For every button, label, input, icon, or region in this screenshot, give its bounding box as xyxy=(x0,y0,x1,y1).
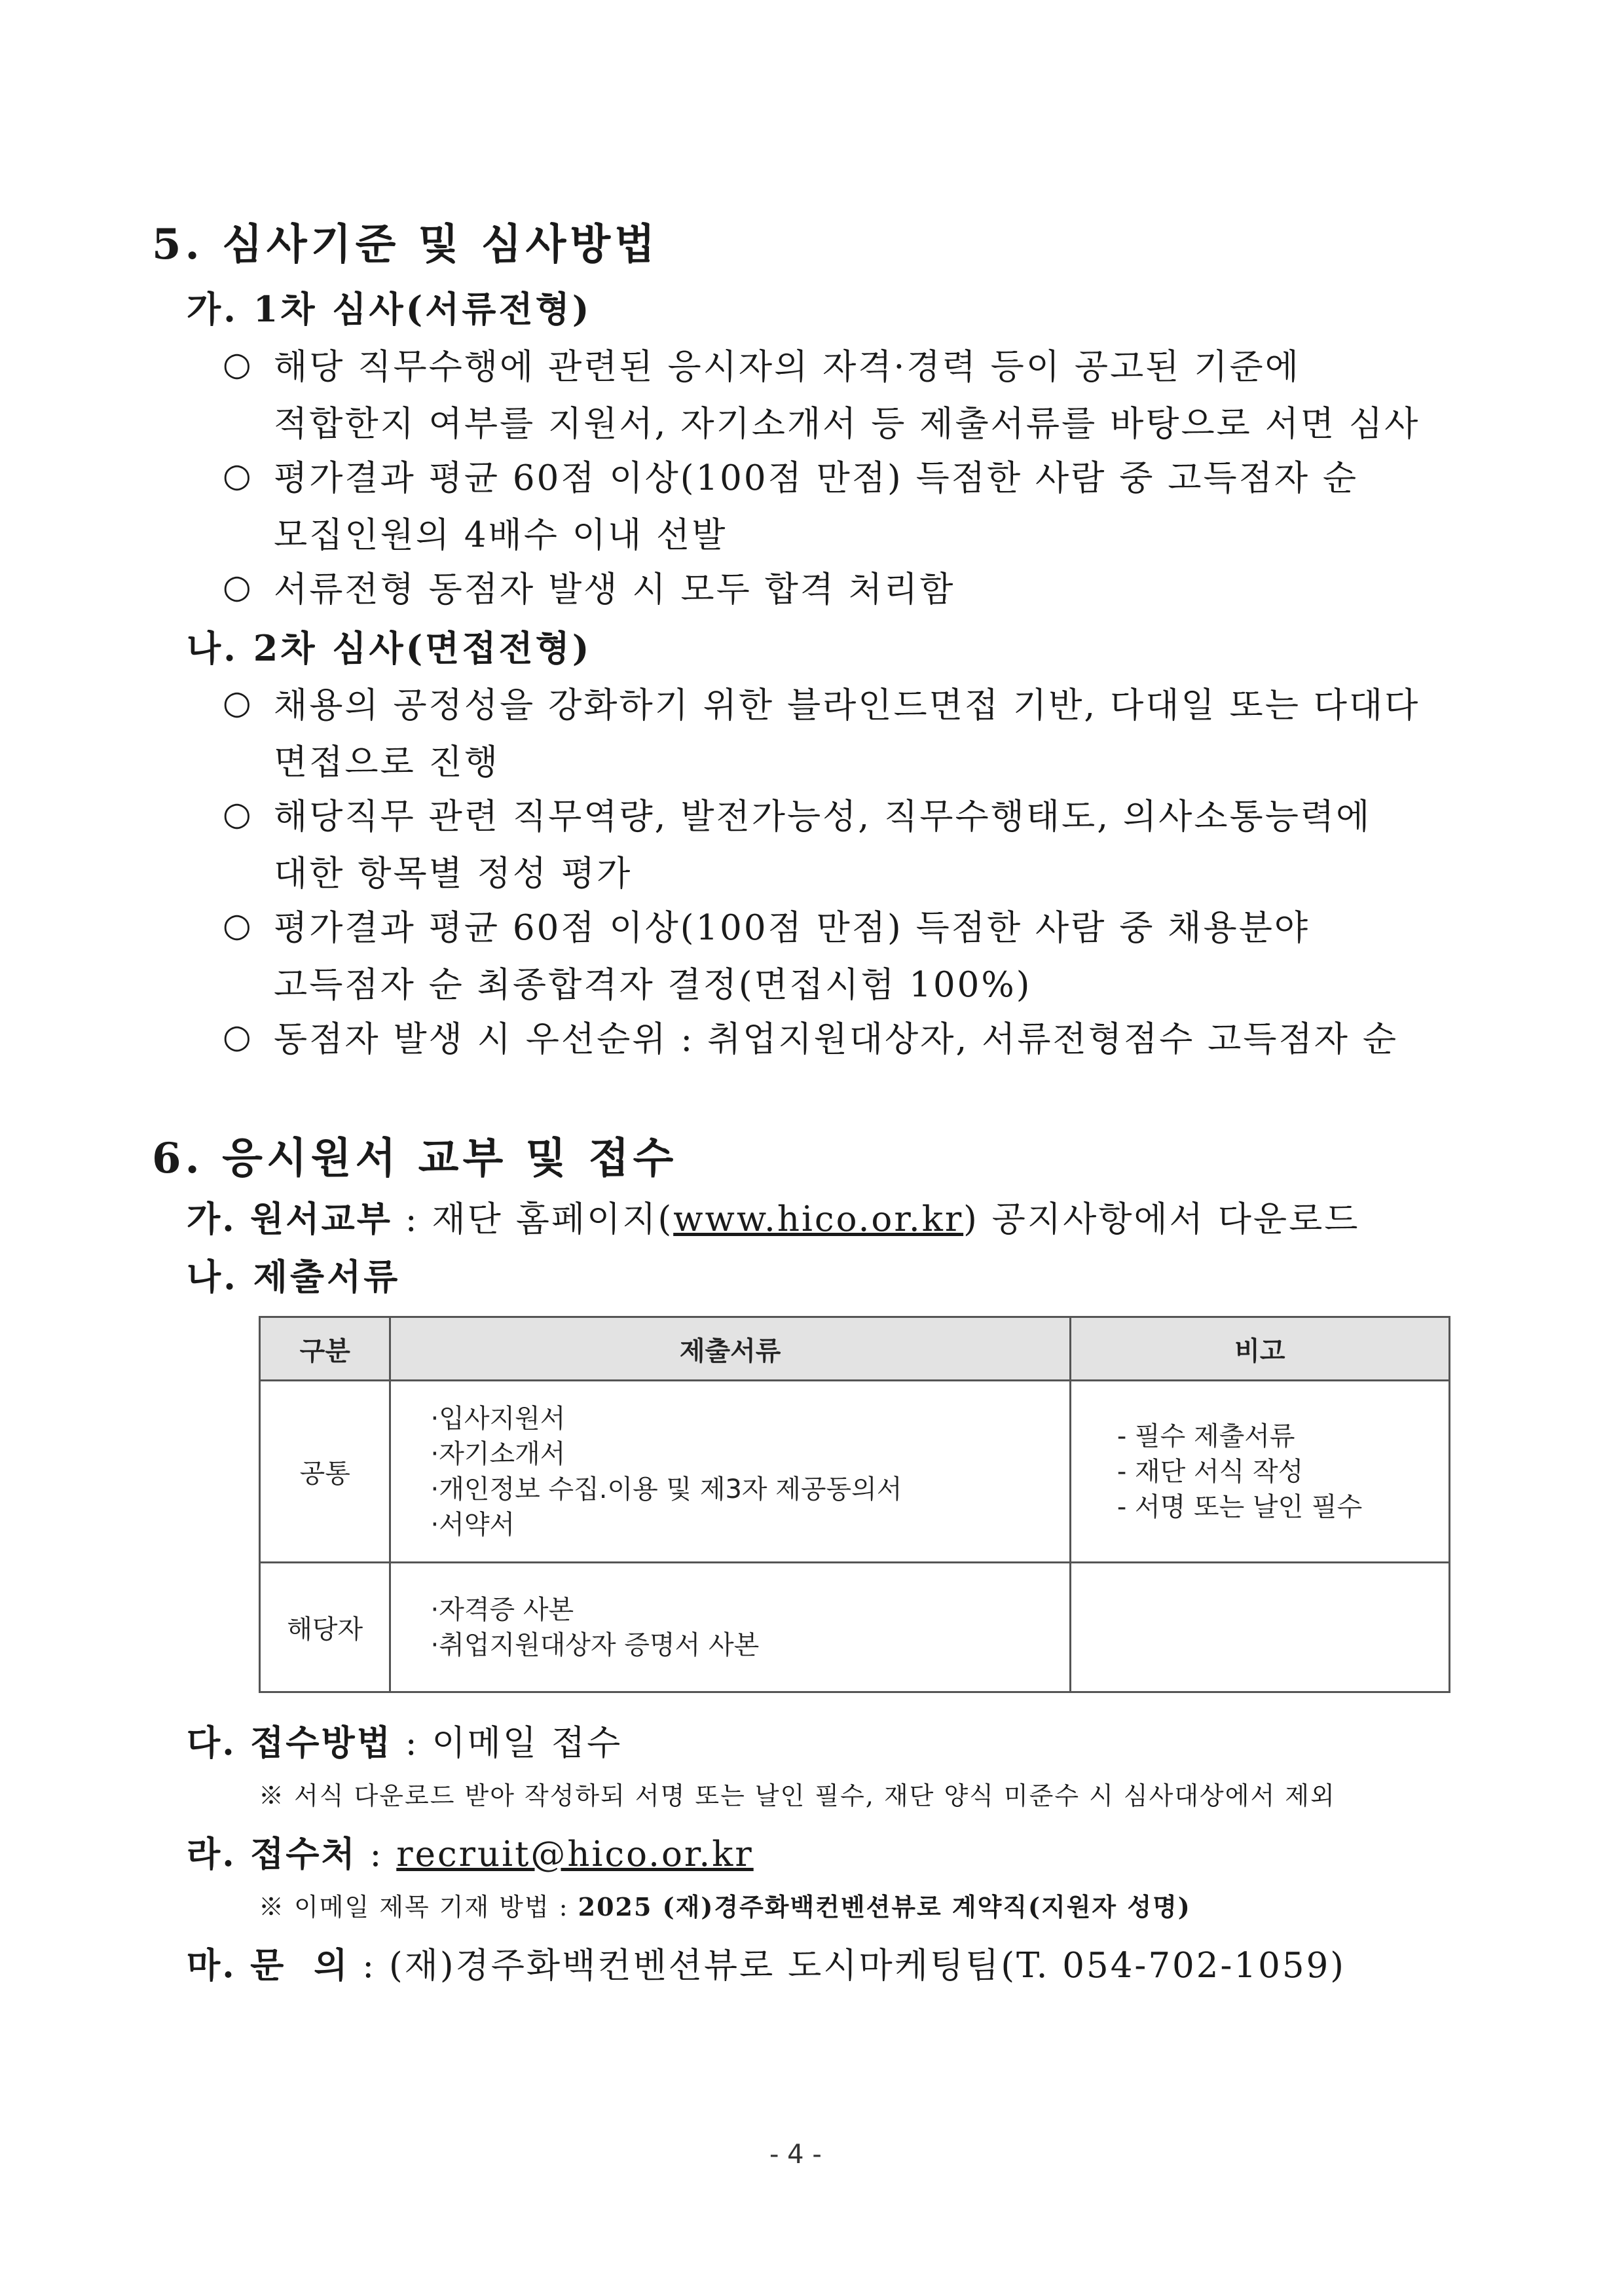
criteria-text: 평가결과 평균 60점 이상(100점 만점) 득점한 사람 중 채용분야 xyxy=(274,908,1310,948)
criteria-text: 채용의 공정성을 강화하기 위한 블라인드면접 기반, 다대일 또는 다대다 xyxy=(274,685,1420,725)
bullet-icon: ○ xyxy=(223,683,251,721)
header-category: 구분 xyxy=(260,1317,390,1381)
inquiry-label: 마. 문 의 xyxy=(187,1945,350,1986)
separator: : xyxy=(392,1723,432,1763)
document-item: ·입사지원서 xyxy=(430,1403,566,1434)
criteria-text: 고득점자 순 최종합격자 결정(면접시험 100%) xyxy=(274,965,1032,1005)
section-5-title: 5. 심사기준 및 심사방법 xyxy=(152,220,659,269)
criteria-text: 적합한지 여부를 지원서, 자기소개서 등 제출서류를 바탕으로 서면 심사 xyxy=(274,404,1420,444)
note-item: - 재단 서식 작성 xyxy=(1116,1456,1304,1487)
row-notes-empty xyxy=(1070,1563,1449,1692)
inquiry-contact: (재)경주화백컨벤션뷰로 도시마케팅팀(T. 054-702-1059) xyxy=(388,1946,1346,1986)
documents-table xyxy=(259,1316,1450,1693)
form-distribution-post: ) 공지사항에서 다운로드 xyxy=(963,1199,1360,1239)
criteria-text: 해당 직무수행에 관련된 응시자의 자격·경력 등이 공고된 기준에 xyxy=(274,347,1301,387)
note-item: - 필수 제출서류 xyxy=(1116,1421,1295,1451)
bullet-icon: ○ xyxy=(223,456,251,494)
form-distribution-pre: 재단 홈페이지( xyxy=(432,1199,674,1239)
document-item: ·자격증 사본 xyxy=(430,1594,574,1625)
criteria-text: 대한 항목별 정성 평가 xyxy=(274,854,633,894)
section-5-a-title: 가. 1차 심사(서류전형) xyxy=(187,288,592,330)
note-item: - 서명 또는 날인 필수 xyxy=(1116,1491,1363,1522)
criteria-text: 서류전형 동점자 발생 시 모두 합격 처리함 xyxy=(274,570,955,610)
separator: : xyxy=(356,1834,397,1874)
bullet-icon: ○ xyxy=(223,568,251,606)
form-distribution-label: 가. 원서교부 xyxy=(187,1199,392,1239)
table-row xyxy=(260,1381,1450,1563)
submission-note: ※ 서식 다운로드 받아 작성하되 서명 또는 날인 필수, 재단 양식 미준수 시 심사대상에서 제외 xyxy=(259,1781,1336,1810)
row-category: 공통 xyxy=(260,1381,390,1563)
document-item: ·개인정보 수집.이용 및 제3자 제공동의서 xyxy=(430,1474,902,1504)
documents-label: 나. 제출서류 xyxy=(187,1256,401,1298)
separator: : xyxy=(349,1946,389,1986)
document-item: ·서약서 xyxy=(430,1509,515,1540)
form-distribution-line xyxy=(187,1192,1360,1241)
header-documents: 제출서류 xyxy=(390,1317,1070,1381)
row-category: 해당자 xyxy=(260,1563,390,1692)
table-row xyxy=(260,1563,1450,1692)
email-subject-format: 2025 (재)경주화백컨벤션뷰로 계약직(지원자 성명) xyxy=(578,1892,1191,1922)
row-notes xyxy=(1070,1381,1449,1563)
homepage-link[interactable]: www.hico.or.kr xyxy=(673,1199,964,1239)
document-item: ·취업지원대상자 증명서 사본 xyxy=(430,1630,760,1660)
submission-method-label: 다. 접수방법 xyxy=(187,1722,392,1763)
email-subject-note xyxy=(259,1887,1191,1923)
submission-address-label: 라. 접수처 xyxy=(187,1834,357,1874)
bullet-icon: ○ xyxy=(223,795,251,833)
document-item: ·자기소개서 xyxy=(430,1438,566,1469)
row-items xyxy=(390,1563,1070,1692)
submission-method-value: 이메일 접수 xyxy=(432,1723,623,1763)
section-6-title: 6. 응시원서 교부 및 접수 xyxy=(152,1134,678,1183)
section-5-b-title: 나. 2차 심사(면접전형) xyxy=(187,627,592,669)
criteria-text: 면접으로 진행 xyxy=(274,742,500,782)
table-header-row xyxy=(260,1317,1450,1381)
submission-method-line xyxy=(187,1715,622,1765)
criteria-text: 해당직무 관련 직무역량, 발전가능성, 직무수행태도, 의사소통능력에 xyxy=(274,797,1372,837)
separator: : xyxy=(392,1199,432,1239)
page-number: - 4 - xyxy=(769,2140,822,2170)
email-subject-note-prefix: ※ 이메일 제목 기재 방법 : xyxy=(259,1893,578,1922)
criteria-text: 동점자 발생 시 우선순위 : 취업지원대상자, 서류전형점수 고득점자 순 xyxy=(274,1019,1399,1059)
criteria-text: 모집인원의 4배수 이내 선발 xyxy=(274,515,728,555)
header-notes: 비고 xyxy=(1070,1317,1449,1381)
bullet-icon: ○ xyxy=(223,906,251,944)
inquiry-line xyxy=(187,1938,1346,1988)
recruit-email-link[interactable]: recruit@hico.or.kr xyxy=(396,1834,754,1874)
bullet-icon: ○ xyxy=(223,345,251,383)
criteria-text: 평가결과 평균 60점 이상(100점 만점) 득점한 사람 중 고득점자 순 xyxy=(274,458,1359,498)
submission-address-line xyxy=(187,1827,754,1876)
bullet-icon: ○ xyxy=(223,1017,251,1055)
row-items xyxy=(390,1381,1070,1563)
